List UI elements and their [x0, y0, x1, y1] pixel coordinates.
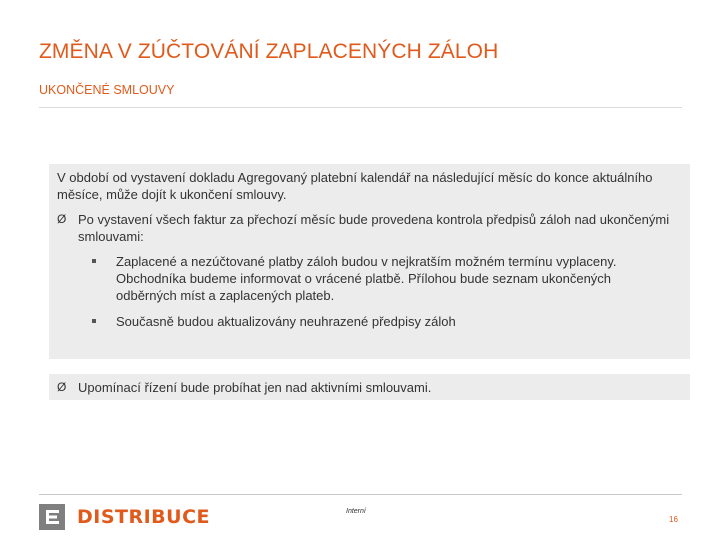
slide-subtitle: UKONČENÉ SMLOUVY	[39, 83, 175, 97]
slide-title: ZMĚNA V ZÚČTOVÁNÍ ZAPLACENÝCH ZÁLOH	[39, 40, 499, 63]
arrow-bullet-icon: Ø	[57, 212, 67, 226]
bullet-level2-item	[92, 313, 672, 330]
arrow-bullet-icon: Ø	[57, 380, 67, 394]
company-logo	[39, 504, 210, 530]
bullet-level2-text: Současně budou aktualizovány neuhrazené předpisy záloh	[116, 314, 456, 329]
page-number: 16	[669, 515, 678, 524]
header-divider	[39, 107, 682, 108]
square-bullet-icon	[92, 259, 96, 263]
bullet-level2-text: Zaplacené a nezúčtované platby záloh budou v nejkratším možném termínu vyplaceny. Obchodníka budeme informovat o vrácené platbě. Přílohou bude seznam ukončených odběrných míst a zaplacených plateb.	[116, 254, 617, 303]
bullet-level2-item	[92, 253, 672, 304]
bullet-level1	[57, 211, 677, 245]
bullet-note-text: Upomínací řízení bude probíhat jen nad aktivními smlouvami.	[78, 380, 432, 395]
footer-divider	[39, 494, 682, 495]
logo-wordmark: DISTRIBUCE	[77, 506, 211, 528]
intro-paragraph: V období od vystavení dokladu Agregovaný platební kalendář na následující měsíc do konce aktuálního měsíce, může dojít k ukončení smlouvy.	[57, 170, 653, 202]
square-bullet-icon	[92, 319, 96, 323]
cez-logo-icon	[39, 504, 65, 530]
classification-label: Interní	[346, 508, 366, 515]
bullet-level1-text: Po vystavení všech faktur za přechozí měsíc bude provedena kontrola předpisů záloh nad ukončenými smlouvami:	[78, 212, 670, 244]
bullet-note	[57, 379, 677, 396]
